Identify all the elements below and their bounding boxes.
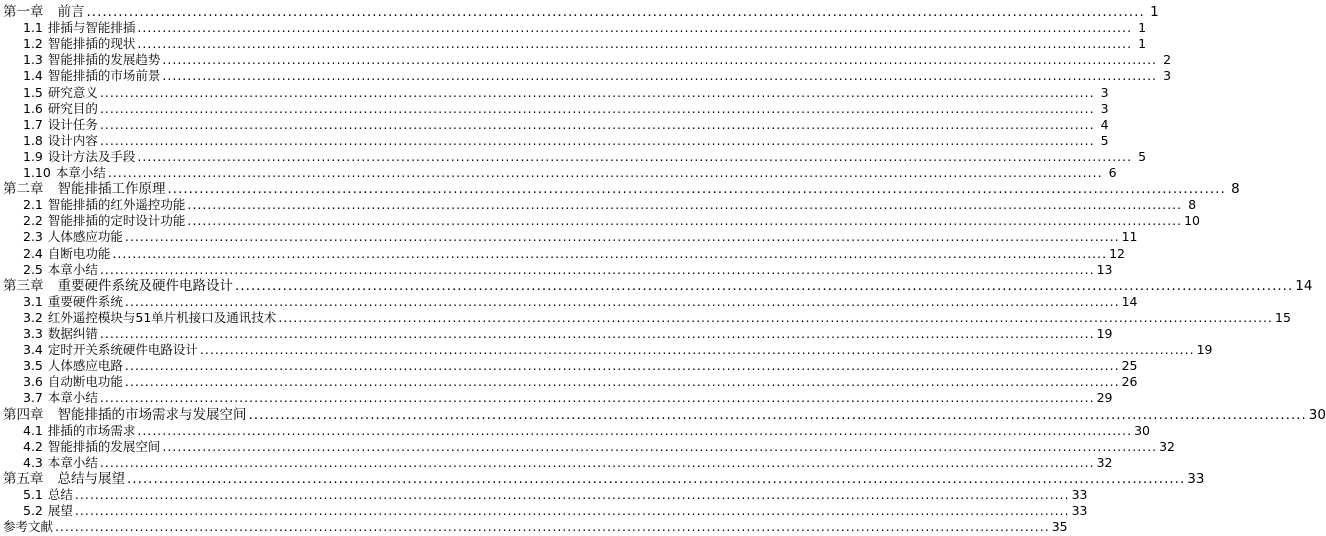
toc-leader-dots: ........................................................................................................................................................................................................: [137, 422, 1133, 438]
toc-leader-dots: ........................................................................................................................................................................................................: [99, 100, 1095, 116]
toc-page-number: 2: [1163, 52, 1172, 68]
toc-leader-dots: ........................................................................................................................................................................................................: [74, 503, 1070, 519]
toc-entry-title: 本章小结: [47, 261, 98, 277]
toc-page-number: 33: [1071, 487, 1088, 502]
toc-leader-dots: ........................................................................................................................................................................................................: [248, 406, 1307, 423]
toc-page-number: 32: [1159, 438, 1175, 454]
toc-entry-number: 2.5: [23, 261, 43, 277]
toc-entry-title: 智能排插的发展趋势: [47, 52, 161, 68]
toc-leader-dots: ........................................................................................................................................................................................................: [99, 116, 1095, 132]
toc-leader-dots: ........................................................................................................................................................................................................: [162, 438, 1158, 454]
toc-page-number: 32: [1096, 454, 1113, 470]
toc-page-number: 33: [1187, 470, 1205, 487]
toc-entry-title: 设计任务: [47, 116, 98, 132]
toc-leader-dots: ........................................................................................................................................................................................................: [199, 342, 1195, 358]
toc-entry-number: 5.2: [23, 503, 43, 519]
toc-entry-title: 数据纠错: [47, 326, 98, 341]
toc-entry-title: 人体感应电路: [47, 358, 123, 374]
toc-leader-dots: ........................................................................................................................................................................................................: [99, 132, 1095, 148]
toc-entry-title: 总结与展望: [57, 470, 125, 487]
toc-entry-title: 重要硬件系统: [47, 293, 123, 309]
toc-leader-dots: ........................................................................................................................................................................................................: [187, 213, 1183, 229]
toc-entry-number: 1.3: [23, 52, 43, 68]
toc-entry-number: 第二章: [3, 181, 44, 198]
toc-entry-number: 1.6: [23, 100, 43, 116]
toc-page-number: 3: [1100, 84, 1109, 100]
toc-entry-number: 第五章: [3, 470, 44, 487]
toc-leader-dots: ........................................................................................................................................................................................................: [162, 68, 1158, 84]
toc-leader-dots: ........................................................................................................................................................................................................: [99, 454, 1095, 470]
toc-entry-number: 1.8: [23, 132, 43, 148]
toc-entry-title: 自动断电功能: [47, 374, 123, 390]
toc-page-number: 30: [1134, 422, 1150, 438]
toc-leader-dots: ........................................................................................................................................................................................................: [99, 84, 1095, 100]
toc-leader-dots: ........................................................................................................................................................................................................: [86, 4, 1145, 20]
toc-references-entry: [3, 518, 1068, 536]
toc-leader-dots: ........................................................................................................................................................................................................: [137, 148, 1133, 164]
toc-entry-number: 1.2: [23, 36, 43, 52]
toc-entry-title: 展望: [47, 503, 73, 519]
toc-entry-title: 本章小结: [47, 390, 98, 406]
toc-entry-title: 参考文献: [3, 519, 54, 535]
toc-entry-title: 智能排插的发展空间: [47, 438, 161, 454]
toc-page-number: 1: [1138, 20, 1147, 36]
toc-entry-number: 3.6: [23, 374, 43, 390]
toc-entry-title: 自断电功能: [47, 245, 111, 261]
toc-page-number: 14: [1295, 277, 1313, 294]
toc-page-number: 11: [1121, 229, 1138, 245]
toc-page-number: 19: [1196, 342, 1213, 358]
toc-leader-dots: ........................................................................................................................................................................................................: [112, 245, 1108, 261]
toc-entry-title: 人体感应功能: [47, 229, 123, 245]
toc-entry-title: 本章小结: [47, 454, 98, 470]
toc-page-number: 29: [1096, 390, 1113, 406]
toc-entry-number: 3.3: [23, 326, 43, 341]
toc-entry-number: 3.7: [23, 390, 43, 406]
toc-entry-title: 排插与智能排插: [47, 20, 136, 36]
toc-entry-title: 设计内容: [47, 132, 98, 148]
toc-entry-number: 1.10: [23, 165, 51, 180]
toc-entry-title: 排插的市场需求: [47, 422, 136, 438]
toc-page-number: 25: [1121, 358, 1138, 374]
toc-entry-title: 红外遥控模块与51单片机接口及通讯技术: [47, 309, 277, 325]
toc-entry-number: 3.1: [23, 293, 43, 309]
toc-leader-dots: ........................................................................................................................................................................................................: [124, 358, 1120, 374]
toc-leader-dots: ........................................................................................................................................................................................................: [55, 519, 1050, 535]
toc-page-number: 1: [1138, 36, 1147, 52]
toc-entry-title: 本章小结: [55, 165, 106, 180]
toc-page-number: 30: [1308, 406, 1326, 423]
toc-leader-dots: ........................................................................................................................................................................................................: [107, 165, 1103, 180]
toc-page-number: 8: [1231, 181, 1240, 198]
toc-page-number: 5: [1138, 148, 1147, 164]
toc-page-number: 33: [1071, 503, 1088, 519]
toc-leader-dots: ........................................................................................................................................................................................................: [99, 390, 1095, 406]
toc-entry-title: 研究目的: [47, 100, 98, 116]
toc-entry-number: 3.5: [23, 358, 43, 374]
toc-entry-title: 前言: [57, 4, 85, 20]
toc-page-number: 12: [1109, 245, 1125, 261]
toc-entry-title: 智能排插的定时设计功能: [47, 213, 186, 229]
toc-entry-number: 1.9: [23, 148, 43, 164]
toc-leader-dots: ........................................................................................................................................................................................................: [137, 20, 1133, 36]
toc-leader-dots: ........................................................................................................................................................................................................: [127, 470, 1186, 487]
toc-leader-dots: ........................................................................................................................................................................................................: [99, 326, 1095, 341]
toc-entry-title: 智能排插的现状: [47, 36, 136, 52]
toc-page-number: 3: [1163, 68, 1172, 84]
toc-leader-dots: ........................................................................................................................................................................................................: [124, 229, 1120, 245]
toc-page-number: 14: [1121, 293, 1138, 309]
toc-entry-number: 1.7: [23, 116, 43, 132]
toc-page-number: 26: [1121, 374, 1138, 390]
toc-entry-number: 3.2: [23, 309, 43, 325]
toc-leader-dots: ........................................................................................................................................................................................................: [124, 293, 1120, 309]
toc-leader-dots: ........................................................................................................................................................................................................: [167, 181, 1226, 198]
toc-leader-dots: ........................................................................................................................................................................................................: [99, 261, 1095, 277]
toc-entry-title: 设计方法及手段: [47, 148, 136, 164]
toc-leader-dots: ........................................................................................................................................................................................................: [74, 487, 1070, 502]
toc-entry-title: 研究意义: [47, 84, 98, 100]
toc-entry-number: 第三章: [3, 277, 44, 294]
toc-entry-number: 5.1: [23, 487, 43, 502]
toc-leader-dots: ........................................................................................................................................................................................................: [162, 52, 1158, 68]
toc-leader-dots: ........................................................................................................................................................................................................: [235, 277, 1294, 294]
toc-entry-title: 总结: [47, 487, 73, 502]
toc-entry-number: 1.1: [23, 20, 43, 36]
toc-leader-dots: ........................................................................................................................................................................................................: [137, 36, 1133, 52]
toc-page-number: 5: [1100, 132, 1109, 148]
toc-leader-dots: ........................................................................................................................................................................................................: [187, 197, 1183, 213]
toc-page-number: 3: [1100, 100, 1109, 116]
toc-entry-title: 智能排插工作原理: [57, 181, 166, 198]
toc-leader-dots: ........................................................................................................................................................................................................: [278, 309, 1273, 325]
toc-entry-number: 2.2: [23, 213, 43, 229]
toc-page-number: 1: [1150, 4, 1159, 20]
toc-leader-dots: ........................................................................................................................................................................................................: [124, 374, 1120, 390]
toc-page-number: 19: [1096, 326, 1113, 341]
toc-entry-title: 定时开关系统硬件电路设计: [47, 342, 198, 358]
toc-page-number: 8: [1188, 197, 1197, 213]
toc-entry-number: 2.1: [23, 197, 43, 213]
toc-entry-number: 4.3: [23, 454, 43, 470]
toc-page-number: 10: [1184, 213, 1200, 229]
toc-entry-number: 第一章: [3, 4, 44, 20]
toc-page-number: 13: [1096, 261, 1113, 277]
toc-entry-title: 智能排插的红外遥控功能: [47, 197, 186, 213]
toc-page-number: 15: [1275, 309, 1291, 325]
toc-entry-title: 智能排插的市场需求与发展空间: [57, 406, 247, 423]
toc-page-number: 4: [1100, 116, 1109, 132]
toc-entry-number: 第四章: [3, 406, 44, 423]
toc-page-number: 35: [1051, 519, 1068, 535]
toc-entry-number: 4.1: [23, 422, 43, 438]
toc-entry-number: 2.3: [23, 229, 43, 245]
toc-entry-number: 3.4: [23, 342, 43, 358]
toc-entry-number: 4.2: [23, 438, 43, 454]
toc-entry-number: 2.4: [23, 245, 43, 261]
toc-entry-number: 1.5: [23, 84, 43, 100]
toc-entry-title: 重要硬件系统及硬件电路设计: [57, 277, 233, 294]
toc-entry-title: 智能排插的市场前景: [47, 68, 161, 84]
toc-page-number: 6: [1108, 165, 1117, 180]
toc-entry-number: 1.4: [23, 68, 43, 84]
